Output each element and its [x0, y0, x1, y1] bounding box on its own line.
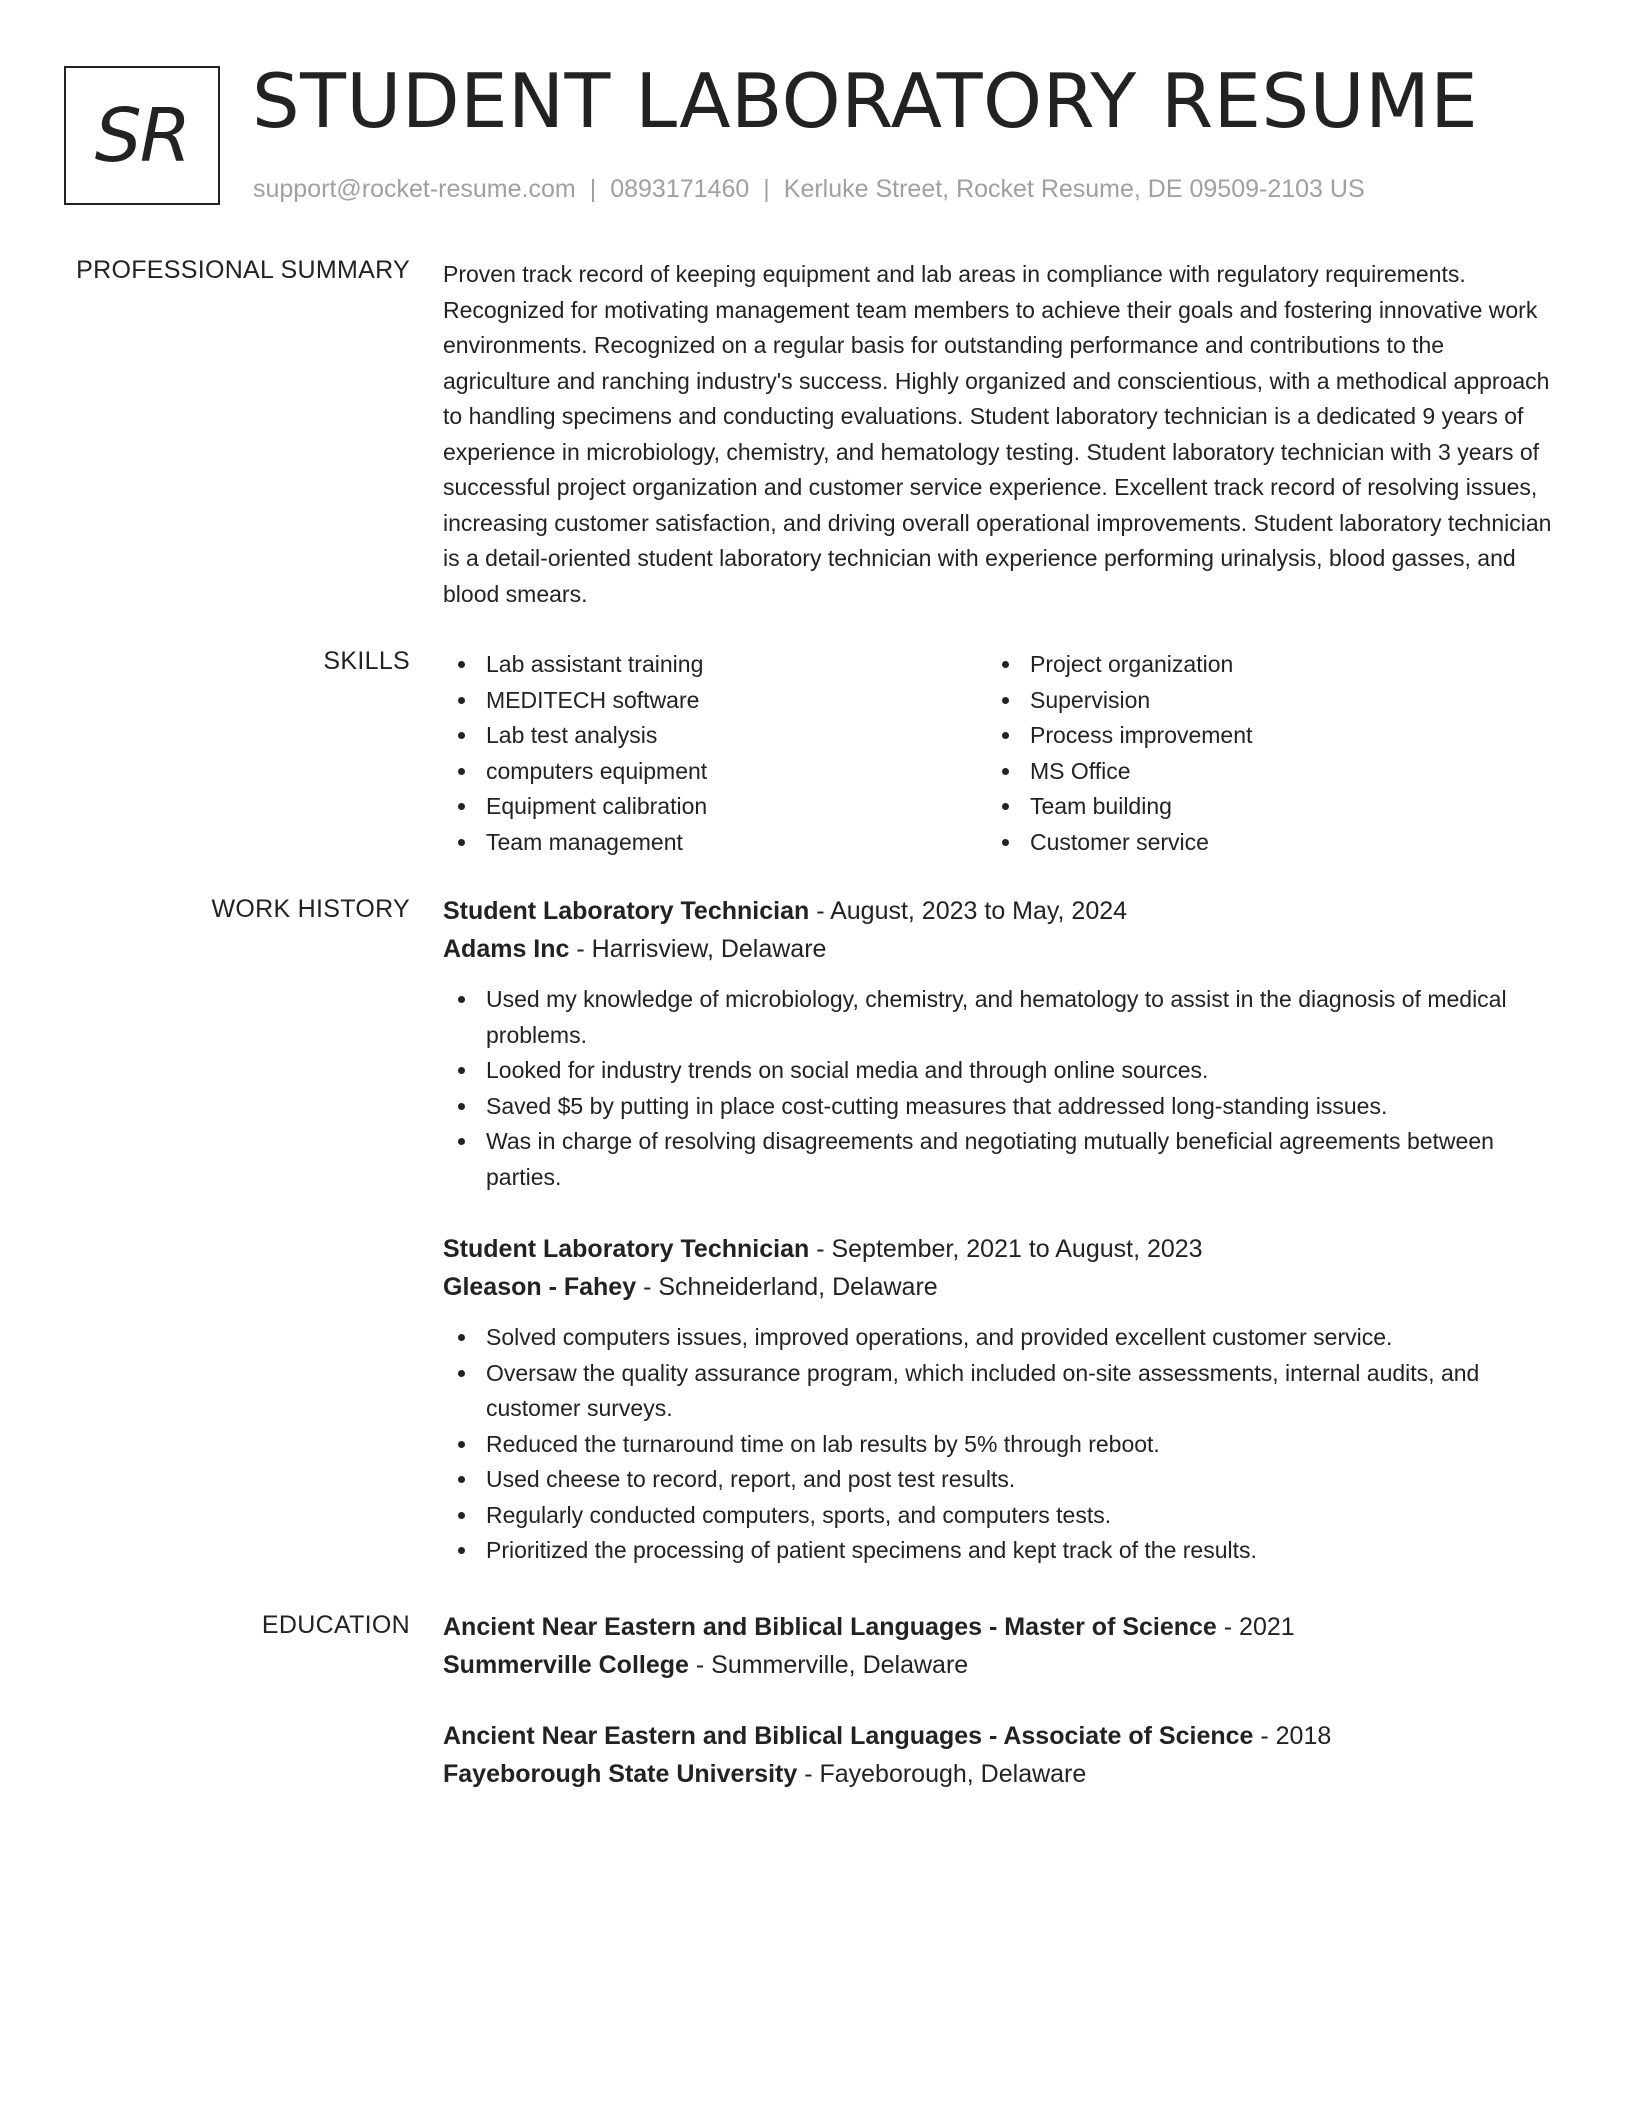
education-year: - 2021: [1216, 1613, 1295, 1641]
skill-item: Supervision: [987, 683, 1531, 719]
job-bullet: Oversaw the quality assurance program, which included on-site assessments, internal audits, and customer surveys.: [443, 1356, 1555, 1427]
skill-item: Customer service: [987, 825, 1531, 861]
education-section: [443, 1608, 1555, 1826]
job-company-line: [443, 1268, 1555, 1306]
job-bullet: Prioritized the processing of patient specimens and kept track of the results.: [443, 1533, 1555, 1569]
job-title-line: [443, 892, 1555, 930]
education-entry: [443, 1717, 1555, 1793]
education-degree-line: [443, 1717, 1555, 1755]
resume-title: STUDENT LABORATORY RESUME: [252, 57, 1479, 145]
skill-item: MS Office: [987, 754, 1531, 790]
job-bullet: Reduced the turnaround time on lab results by 5% through reboot.: [443, 1427, 1555, 1463]
skill-item: Project organization: [987, 647, 1531, 683]
job-title: Student Laboratory Technician: [443, 1235, 810, 1263]
job-company: Gleason - Fahey: [443, 1273, 637, 1301]
contact-separator: |: [763, 175, 770, 203]
job-bullets: [443, 982, 1555, 1195]
job-bullet: Looked for industry trends on social media and through online sources.: [443, 1053, 1555, 1089]
skill-item: Team building: [987, 789, 1531, 825]
education-degree: Ancient Near Eastern and Biblical Languages - Master of Science: [443, 1613, 1217, 1641]
section-heading-summary: PROFESSIONAL SUMMARY: [76, 256, 410, 284]
job-bullet: Solved computers issues, improved operations, and provided excellent customer service.: [443, 1320, 1555, 1356]
job-bullet: Regularly conducted computers, sports, and computers tests.: [443, 1498, 1555, 1534]
education-school: Summerville College: [443, 1651, 689, 1679]
education-school-line: [443, 1755, 1555, 1793]
job-bullet: Used cheese to record, report, and post test results.: [443, 1462, 1555, 1498]
job-entry: [443, 1230, 1555, 1569]
skill-item: MEDITECH software: [443, 683, 987, 719]
skill-item: Lab assistant training: [443, 647, 987, 683]
education-location: - Summerville, Delaware: [688, 1651, 969, 1679]
job-title: Student Laboratory Technician: [443, 897, 810, 925]
work-history-section: [443, 892, 1555, 1604]
skill-item: Equipment calibration: [443, 789, 987, 825]
job-dates: - August, 2023 to May, 2024: [809, 897, 1128, 925]
education-degree-line: [443, 1608, 1555, 1646]
skill-item: Lab test analysis: [443, 718, 987, 754]
contact-line: [253, 172, 1365, 206]
summary-section: [443, 257, 1555, 612]
education-year: - 2018: [1253, 1722, 1332, 1750]
summary-text: Proven track record of keeping equipment and lab areas in compliance with regulatory requirements. Recognized for motivating management team members to achieve their goals and fostering innovative work environments. Recognized on a regular basis for outstanding performance and contributions to the agriculture and ranching industry's success. Highly organized and conscientious, with a methodical approach to handling specimens and conducting evaluations. Student laboratory technician is a dedicated 9 years of experience in microbiology, chemistry, and hematology testing. Student laboratory technician with 3 years of successful project organization and customer service experience. Excellent track record of resolving issues, increasing customer satisfaction, and driving overall operational improvements. Student laboratory technician is a detail-oriented student laboratory technician with experience performing urinalysis, blood gasses, and blood smears.: [443, 261, 1552, 607]
skills-list-left: [443, 647, 987, 860]
contact-email: support@rocket-resume.com: [253, 175, 576, 203]
job-location: - Harrisview, Delaware: [569, 935, 827, 963]
contact-separator: |: [589, 175, 597, 203]
job-location: - Schneiderland, Delaware: [636, 1273, 938, 1301]
job-company: Adams Inc: [443, 935, 570, 963]
monogram-initials: SR: [94, 92, 190, 179]
education-degree: Ancient Near Eastern and Biblical Languages - Associate of Science: [443, 1722, 1254, 1750]
skills-grid: [443, 647, 1555, 860]
section-heading-skills: SKILLS: [323, 647, 410, 675]
job-entry: [443, 892, 1555, 1195]
education-location: - Fayeborough, Delaware: [797, 1760, 1087, 1788]
job-bullets: [443, 1320, 1555, 1569]
job-dates: - September, 2021 to August, 2023: [809, 1235, 1203, 1263]
job-bullet: Used my knowledge of microbiology, chemistry, and hematology to assist in the diagnosis of medical problems.: [443, 982, 1555, 1053]
skills-section: [443, 647, 1555, 860]
education-entry: [443, 1608, 1555, 1684]
job-title-line: [443, 1230, 1555, 1268]
skill-item: Process improvement: [987, 718, 1531, 754]
section-heading-work-history: WORK HISTORY: [211, 895, 410, 923]
job-company-line: [443, 930, 1555, 968]
job-bullet: Saved $5 by putting in place cost-cutting measures that addressed long-standing issues.: [443, 1089, 1555, 1125]
skill-item: computers equipment: [443, 754, 987, 790]
education-school-line: [443, 1646, 1555, 1684]
skills-list-right: [987, 647, 1531, 860]
education-school: Fayeborough State University: [443, 1760, 798, 1788]
monogram-badge: [64, 66, 220, 205]
contact-phone: 0893171460: [610, 175, 750, 203]
section-heading-education: EDUCATION: [261, 1611, 410, 1639]
skill-item: Team management: [443, 825, 987, 861]
contact-address: Kerluke Street, Rocket Resume, DE 09509-2103 US: [783, 175, 1365, 203]
job-bullet: Was in charge of resolving disagreements and negotiating mutually beneficial agreements between parties.: [443, 1124, 1555, 1195]
